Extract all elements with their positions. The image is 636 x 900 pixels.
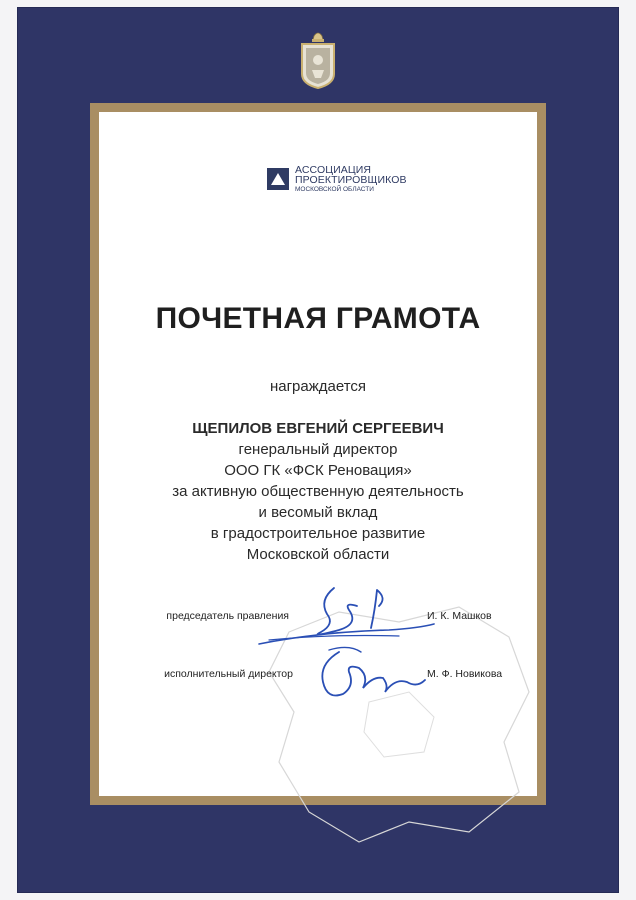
logo-line-3: МОСКОВСКОЙ ОБЛАСТИ: [295, 185, 374, 193]
certificate-paper: [99, 112, 537, 796]
awarded-text: награждается: [269, 378, 367, 395]
association-logo: [267, 162, 407, 196]
signatory-name-2: М. Ф. Новикова: [427, 668, 503, 680]
signatory-role-2: исполнительный директор: [164, 668, 293, 680]
signatory-name-1: И. К. Машков: [427, 610, 492, 622]
recipient-name: ЩЕПИЛОВ ЕВГЕНИЙ СЕРГЕЕВИЧ: [192, 420, 444, 437]
signature-executive-director: [299, 642, 429, 712]
gold-border: [90, 103, 546, 805]
reason-line-4: Московской области: [246, 546, 390, 563]
recipient-company: ООО ГК «ФСК Реновация»: [224, 462, 412, 479]
logo-line-2: ПРОЕКТИРОВЩИКОВ: [295, 174, 407, 187]
recipient-position: генеральный директор: [238, 441, 398, 458]
certificate-outer-frame: [18, 8, 618, 892]
reason-line-2: и весомый вклад: [258, 504, 378, 521]
logo-triangle-icon: [267, 168, 289, 190]
moscow-oblast-emblem-icon: [296, 30, 340, 90]
certificate-title: ПОЧЕТНАЯ ГРАМОТА: [155, 302, 481, 335]
reason-line-3: в градостроительное развитие: [210, 525, 426, 542]
recipient-block: [99, 418, 537, 565]
signatory-role-1: председатель правления: [166, 610, 289, 622]
logo-line-1: АССОЦИАЦИЯ: [295, 163, 372, 176]
reason-line-1: за активную общественную деятельность: [172, 483, 464, 500]
